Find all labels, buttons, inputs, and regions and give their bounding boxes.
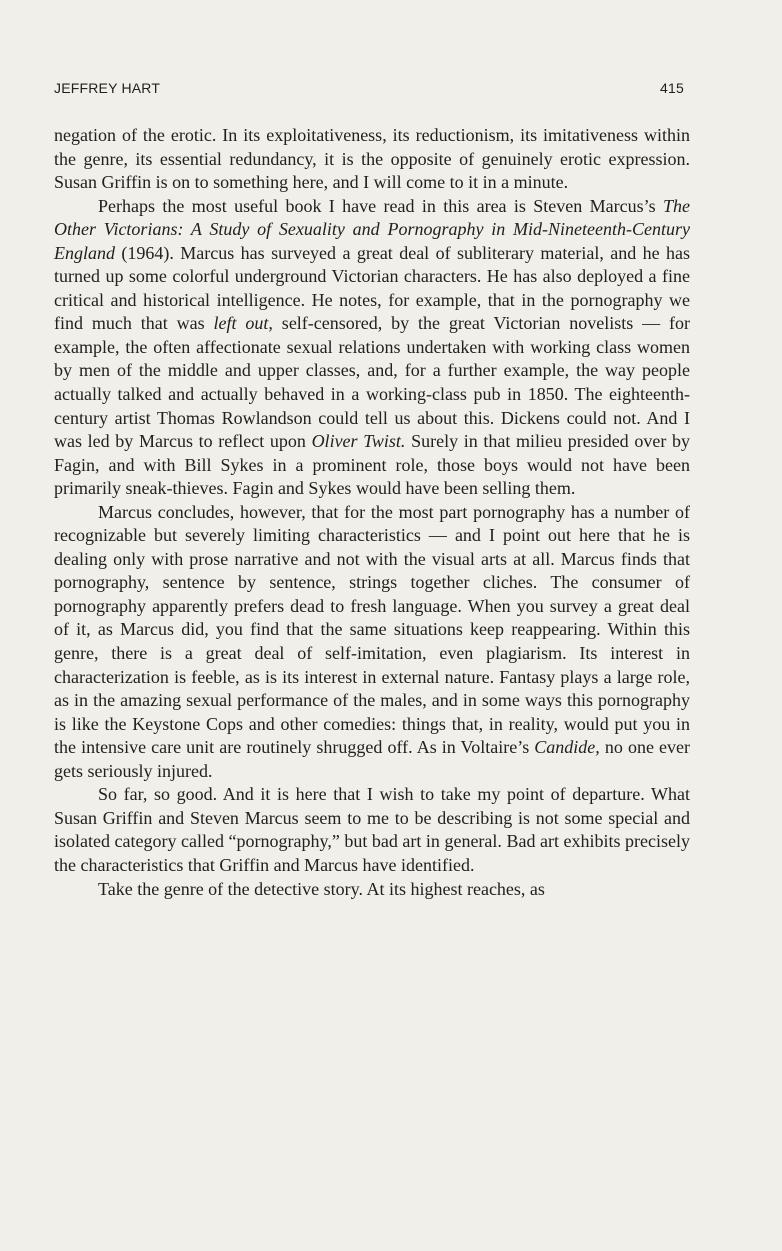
text-run: negation of the erotic. In its exploitativeness, its reductionism, its imitativeness within the genre, its essential redundancy, it is the opposite of genuinely erotic expression. Susan Griffin is on to something here, and I will come to it in a minute.: [54, 125, 690, 193]
emphasis: left out,: [213, 313, 273, 334]
text-run: (1964). Marcus has surveyed a great deal of subliterary material, and he has turned up some colorful underground Victorian characters. He has also deployed a fine critical and historical intelligence. He notes, for example, that in the pornography we find much that was: [54, 242, 690, 334]
running-header: [54, 80, 684, 100]
paragraph: [54, 124, 690, 195]
paragraph: [54, 195, 690, 501]
book-title: The Other Victorians: A Study of Sexuality and Pornography in Mid-Nineteenth-Century England: [54, 195, 690, 263]
text-run: Perhaps the most useful book I have read in this area is Steven Marcus’s: [98, 195, 663, 216]
text-run: no one ever gets seriously injured.: [54, 737, 690, 781]
text-run: So far, so good. And it is here that I wish to take my point of departure. What Susan Griffin and Steven Marcus seem to me to be describing is not some special and isolated category called “pornography,” but bad art in general. Bad art exhibits precisely the characteristics that Griffin and Marcus have identified.: [54, 784, 690, 875]
paragraph: [54, 878, 690, 902]
paragraph: [54, 501, 690, 784]
text-run: Surely in that milieu presided over by Fagin, and with Bill Sykes in a prominent role, those boys would not have been primarily sneak-thieves. Fagin and Sykes would have been selling them.: [54, 431, 690, 499]
paragraph: [54, 783, 690, 877]
text-run: self-censored, by the great Victorian novelists — for example, the often affectionate sexual relations undertaken with working class women by men of the middle and upper classes, and, for a further example, the way people actually talked and actually behaved in a working-class pub in 1850. The eighteenth-century artist Thomas Rowlandson could tell us about this. Dickens could not. And I was led by Marcus to reflect upon: [54, 313, 690, 452]
book-title: Oliver Twist.: [311, 431, 406, 452]
text-run: Take the genre of the detective story. At its highest reaches, as: [98, 878, 545, 899]
page-number: 415: [660, 80, 684, 96]
text-run: Marcus concludes, however, that for the most part pornography has a number of recognizable but severely limiting characteristics — and I point out here that he is dealing only with prose narrative and not with the visual arts at all. Marcus finds that pornography, sentence by sentence, strings together cliches. The consumer of pornography apparently prefers dead to fresh language. When you survey a great deal of it, as Marcus did, you find that the same situations keep reappearing. Within this genre, there is a great deal of self-imitation, even plagiarism. Its interest in characterization is feeble, as is its interest in external nature. Fantasy plays a large role, as in the amazing sexual performance of the males, and in some ways this pornography is like the Keystone Cops and other comedies: things that, in reality, would put you in the intensive care unit are routinely shrugged off. As in Voltaire’s: [54, 501, 690, 758]
body-text: [54, 124, 690, 901]
running-head-author: JEFFREY HART: [54, 80, 161, 96]
book-title: Candide,: [534, 737, 600, 758]
